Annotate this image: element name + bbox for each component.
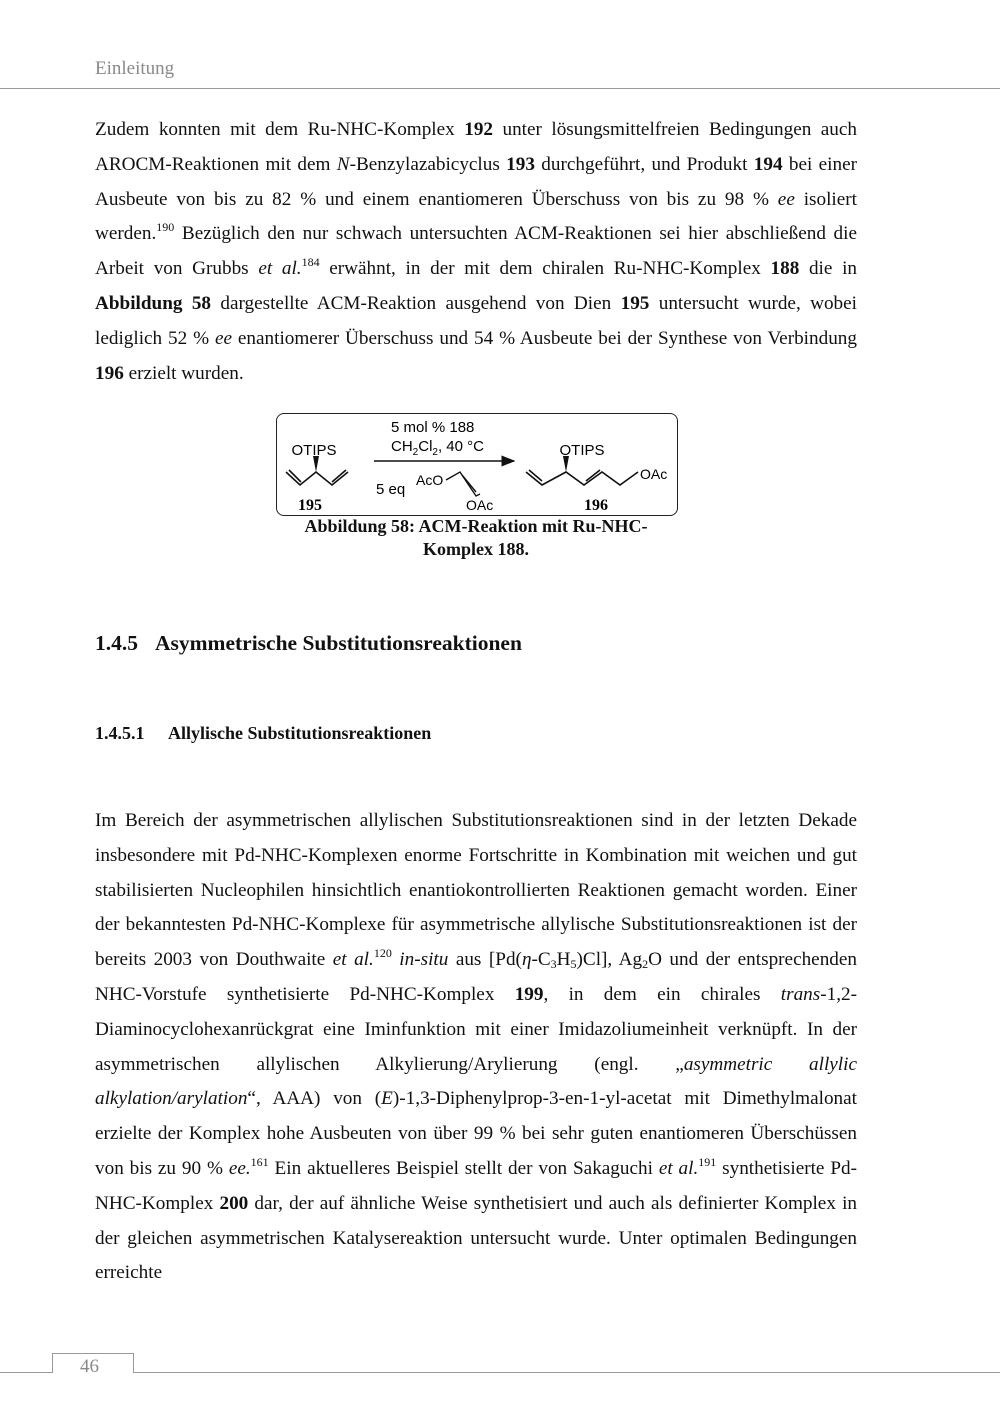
- figure-caption-line2: Komplex 188.: [423, 539, 529, 559]
- section-title: Asymmetrische Substitutionsreaktionen: [155, 631, 522, 655]
- reaction-scheme: [276, 410, 682, 516]
- citation-120: 120: [373, 946, 392, 961]
- section-heading: [95, 631, 522, 656]
- subsection-number: 1.4.5.1: [95, 723, 145, 743]
- reagent-equivalents: 5 eq: [376, 481, 406, 498]
- figure-reference: Abbildung 58: [95, 292, 212, 314]
- reagent-aco-label: AcO: [416, 472, 444, 488]
- page-number: 46: [80, 1356, 99, 1377]
- running-head: Einleitung: [95, 58, 175, 79]
- footer-rule: [0, 1372, 1000, 1373]
- citation-190: 190: [156, 220, 175, 235]
- product-oac-label: OAc: [640, 466, 668, 482]
- header-rule: [0, 88, 1000, 89]
- catalyst-loading: 5 mol % 188: [391, 419, 475, 436]
- figure-caption: [280, 515, 672, 561]
- citation-184: 184: [301, 255, 320, 270]
- product-otips-label: OTIPS: [559, 442, 605, 459]
- reactant-compound-number: 195: [298, 497, 322, 514]
- reactant-otips-label: OTIPS: [291, 442, 337, 459]
- subsection-heading: [95, 723, 431, 744]
- paragraph-arocm: Zudem konnten mit dem Ru-NHC-Komplex 192 unter lösungsmittelfreien Bedingungen auch AROCM-Reaktionen mit dem N-Benzylazabicyclus 193 durchgeführt, und Produkt 194 bei einer Ausbeute von bis zu 82 % und einem enantiomeren Überschuss von bis zu 98 % ee isoliert werden.$^{190}$ Bezüglich den nur schwach untersuchten ACM-Reaktionen sei hier abschließend die Arbeit von Grubbs et al.$^{184}$ erwähnt, in der mit dem chiralen Ru-NHC-Komplex 188 die in Abbildung 58 dargestellte ACM-Reaktion ausgehend von Dien 195 untersucht wurde, wobei lediglich 52 % ee enantiomerer Überschuss und 54 % Ausbeute bei der Synthese von Verbindung 196 erzielt wurden.: [95, 119, 857, 384]
- diacetate-structure: [446, 472, 480, 496]
- reagent-oac-label: OAc: [466, 497, 494, 513]
- subsection-title: Allylische Substitutionsreaktionen: [168, 723, 432, 743]
- product-196-structure: [526, 470, 638, 485]
- reactant-195-structure: [286, 470, 348, 485]
- reaction-conditions: $CH_2Cl_2$, 40 °C: [391, 438, 484, 458]
- section-number: 1.4.5: [95, 631, 138, 655]
- paragraph-allylic-substitution: Im Bereich der asymmetrischen allylischen Substitutionsreaktionen sind in der letzten Dekade insbesondere mit Pd-NHC-Komplexen enorme Fortschritte in Kombination mit weichen und gut stabilisierten Nucleophilen hinsichtlich enantiokontrollierten Reaktionen gemacht worden. Einer der bekanntesten Pd-NHC-Komplexe für asymmetrische allylische Substitutionsreaktionen ist der bereits 2003 von Douthwaite et al.$^{120}$ in-situ aus $[Pd(\eta-C_3H_5)Cl]$, $Ag_2O$ und der entsprechenden NHC-Vorstufe synthetisierte Pd-NHC-Komplex 199, in dem ein chirales trans-1,2-Diaminocyclohexanrückgrat eine Iminfunktion mit einer Imidazoliumeinheit verknüpft. In der asymmetrischen allylischen Alkylierung/Arylierung (engl. „asymmetric allylic alkylation/arylation“, AAA) von (E)-1,3-Diphenylprop-3-en-1-yl-acetat mit Dimethylmalonat erzielte der Komplex hohe Ausbeuten von über 99 % bei sehr guten enantiomeren Überschüssen von bis zu 90 % ee.$^{161}$ Ein aktuelleres Beispiel stellt der von Sakaguchi et al.$^{191}$ synthetisierte Pd-NHC-Komplex 200 dar, der auf ähnliche Weise synthetisiert und auch als definierter Komplex in der gleichen asymmetrischen Katalysereaktion untersucht wurde. Unter optimalen Bedingungen erreichte: [95, 810, 858, 1284]
- figure-caption-line1: Abbildung 58: ACM-Reaktion mit Ru-NHC-: [304, 516, 648, 536]
- citation-191: 191: [698, 1154, 717, 1169]
- citation-161: 161: [250, 1154, 269, 1169]
- product-compound-number: 196: [584, 497, 608, 514]
